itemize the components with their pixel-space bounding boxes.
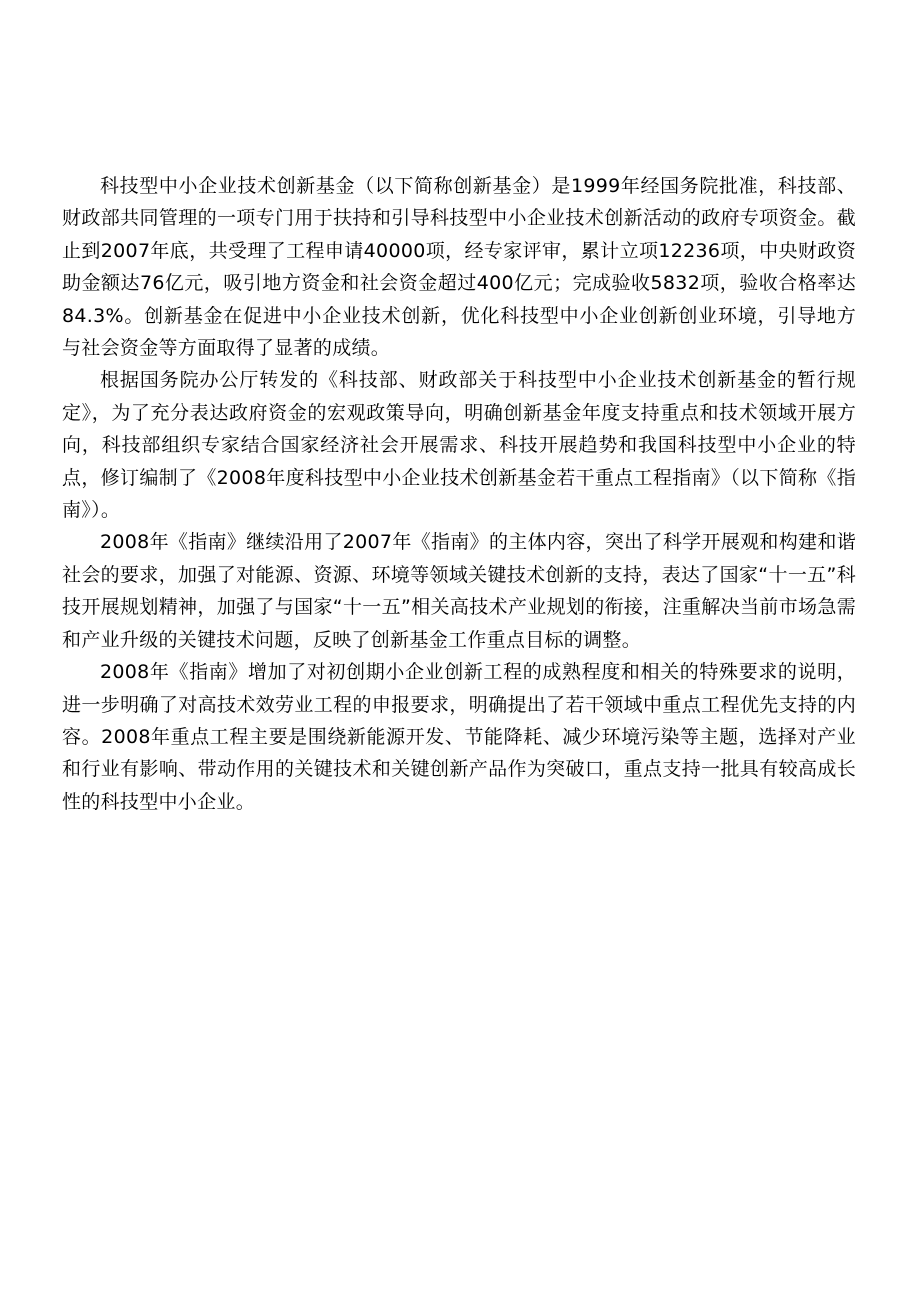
paragraph-guide-continuation: 2008年《指南》继续沿用了2007年《指南》的主体内容，突出了科学开展观和构建和谐社会的要求，加强了对能源、资源、环境等领域关键技术创新的支持，表达了国家“十一五”科技开展规划精神，加强了与国家“十一五”相关高技术产业规划的衔接，注重解决当前市场急需和产业升级的关键技术问题，反映了创新基金工作重点目标的调整。 [62, 531, 856, 651]
paragraph-guide-basis: 根据国务院办公厅转发的《科技部、财政部关于科技型中小企业技术创新基金的暂行规定》，为了充分表达政府资金的宏观政策导向，明确创新基金年度支持重点和技术领域开展方向，科技部组织专家结合国家经济社会开展需求、科技开展趋势和我国科技型中小企业的特点，修订编制了《2008年度科技型中小企业技术创新基金若干重点工程指南》（以下简称《指南》）。 [62, 369, 856, 522]
paragraph-fund-overview: 科技型中小企业技术创新基金（以下简称创新基金）是1999年经国务院批准，科技部、财政部共同管理的一项专门用于扶持和引导科技型中小企业技术创新活动的政府专项资金。截止到2007年底，共受理了工程申请40000项，经专家评审，累计立项12236项，中央财政资助金额达76亿元，吸引地方资金和社会资金超过400亿元；完成验收5832项，验收合格率达84.3%。创新基金在促进中小企业技术创新，优化科技型中小企业创新创业环境，引导地方与社会资金等方面取得了显著的成绩。 [62, 175, 856, 360]
paragraph-guide-additions: 2008年《指南》增加了对初创期小企业创新工程的成熟程度和相关的特殊要求的说明，进一步明确了对高技术效劳业工程的申报要求，明确提出了若干领域中重点工程优先支持的内容。2008年重点工程主要是围绕新能源开发、节能降耗、减少环境污染等主题，选择对产业和行业有影响、带动作用的关键技术和关键创新产品作为突破口，重点支持一批具有较高成长性的科技型中小企业。 [62, 661, 856, 813]
document-body [62, 170, 856, 818]
